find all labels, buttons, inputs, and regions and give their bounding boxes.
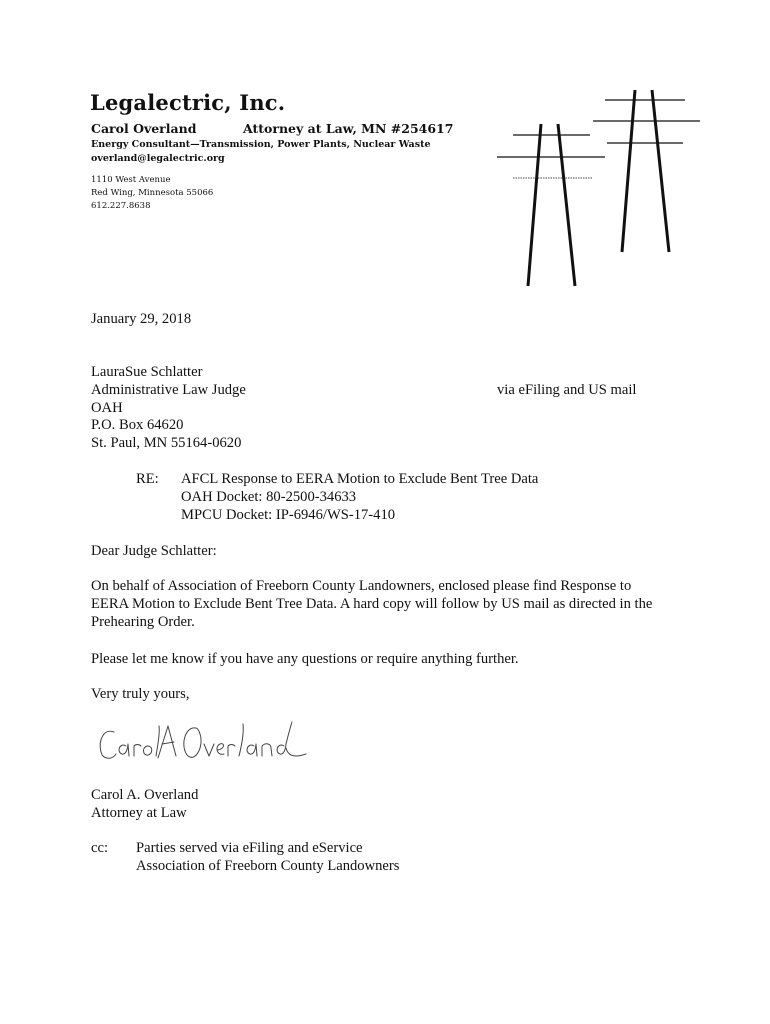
handwritten-signature: [96, 718, 316, 768]
letterhead-attorney-title: Attorney at Law, MN #254617: [243, 121, 454, 136]
recipient-city: St. Paul, MN 55164-0620: [91, 435, 242, 451]
letterhead-email: overland@legalectric.org: [91, 153, 225, 164]
re-mpuc-docket: MPCU Docket: IP-6946/WS-17-410: [181, 507, 396, 523]
letterhead-address-line1: 1110 West Avenue: [91, 175, 171, 185]
re-subject: AFCL Response to EERA Motion to Exclude Bent Tree Data: [181, 471, 539, 487]
signer-name: Carol A. Overland: [91, 787, 199, 803]
letterhead-specialty: Energy Consultant—Transmission, Power Plants, Nuclear Waste: [91, 139, 431, 150]
recipient-name: LauraSue Schlatter: [91, 364, 203, 380]
cc-line2: Association of Freeborn County Landowners: [136, 858, 400, 874]
closing: Very truly yours,: [91, 686, 190, 702]
salutation: Dear Judge Schlatter:: [91, 543, 217, 559]
letterhead-attorney-name: Carol Overland: [91, 121, 197, 136]
transmission-tower-icon: [495, 88, 705, 290]
re-oah-docket: OAH Docket: 80-2500-34633: [181, 489, 357, 505]
letter-date: January 29, 2018: [91, 311, 192, 327]
cc-line1: Parties served via eFiling and eService: [136, 840, 363, 856]
body-paragraph-2: Please let me know if you have any questions or require anything further.: [91, 651, 519, 667]
body-paragraph-1-line3: Prehearing Order.: [91, 614, 195, 630]
recipient-po-box: P.O. Box 64620: [91, 417, 184, 433]
body-paragraph-1: [91, 577, 691, 631]
body-paragraph-1-line2: EERA Motion to Exclude Bent Tree Data. A hard copy will follow by US mail as directed in the: [91, 596, 653, 612]
re-label: RE:: [136, 471, 159, 487]
letterhead-phone: 612.227.8638: [91, 201, 151, 211]
delivery-method: via eFiling and US mail: [497, 382, 637, 398]
company-name: Legalectric, Inc.: [90, 90, 286, 115]
letterhead-address-line2: Red Wing, Minnesota 55066: [91, 188, 214, 198]
cc-label: cc:: [91, 840, 109, 856]
recipient-org: OAH: [91, 400, 123, 416]
recipient-title: Administrative Law Judge: [91, 382, 246, 398]
body-paragraph-1-line1: On behalf of Association of Freeborn County Landowners, enclosed please find Response to: [91, 578, 632, 594]
signer-title: Attorney at Law: [91, 805, 187, 821]
